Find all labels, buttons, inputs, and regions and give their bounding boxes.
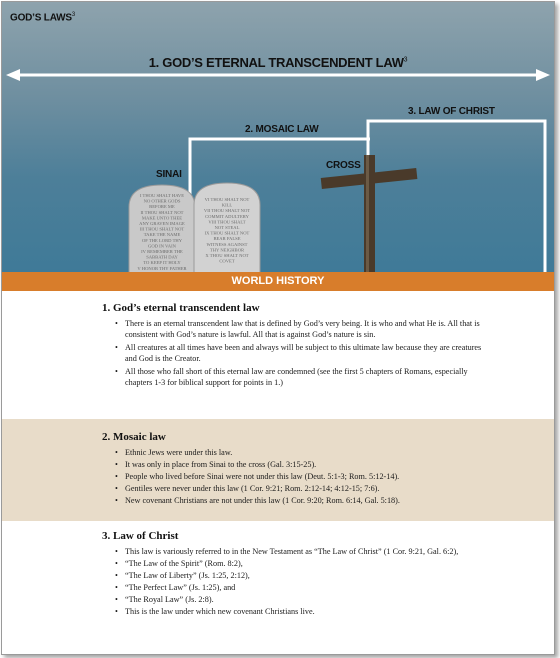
tablet-text-line: VI THOU SHALT NOT — [204, 197, 250, 202]
eternal-law-label-text: 1. GOD’S ETERNAL TRANSCENDENT LAW — [148, 55, 404, 70]
page-title-superscript: 3 — [71, 12, 76, 18]
tablet-text-line: II THOU SHALT NOT — [140, 209, 184, 215]
section-heading: 1. God’s eternal transcendent law — [102, 302, 260, 314]
tablet-text-line: GOD IN VAIN — [148, 243, 176, 249]
section-heading: 3. Law of Christ — [102, 530, 179, 542]
tablet-text-line: III THOU SHALT NOT — [139, 226, 185, 232]
tablet-text-line: VIII THOU SHALT — [208, 219, 246, 225]
tablet-text-line: TO KEEP IT HOLY — [143, 260, 181, 266]
diagram-panel — [2, 2, 554, 272]
bullet-list — [115, 447, 495, 507]
eternal-law-superscript: 3 — [403, 56, 408, 64]
tablet-text-line: SABBATH DAY — [146, 254, 178, 260]
tablet-text-line: VII THOU SHALT NOT — [203, 208, 251, 214]
list-item: • It was only in place from Sinai to the cross (Gal. 3:15-25). — [115, 459, 495, 470]
tablet-text-line: BEFORE ME — [149, 204, 175, 210]
list-item: • All creatures at all times have been and always will be subject to this ultimate law because they are creatures and God is the Creator. — [115, 342, 495, 364]
tablet-text-line: THY NEIGHBOR — [209, 247, 245, 253]
tablet-text-line: MAKE UNTO THEE — [141, 215, 183, 221]
tablet-text-line: IV REMEMBER THE — [141, 249, 183, 254]
section-heading: 2. Mosaic law — [102, 431, 166, 443]
double-arrow-icon — [6, 69, 550, 81]
tablet-text-line: COMMIT ADULTERY — [205, 213, 249, 219]
tablet-text-line: KILL — [221, 202, 233, 208]
list-item: • There is an eternal transcendent law that is defined by God’s very being. It is who and what He is. All that is consistent with God’s nature is lawful. All that is against God’s nature is sin. — [115, 318, 495, 340]
eternal-law-label — [2, 55, 554, 70]
mosaic-law-label: 2. MOSAIC LAW — [245, 124, 319, 135]
list-item: • This is the law under which new covenant Christians live. — [115, 606, 495, 617]
page-title-text: GOD’S LAWS — [10, 12, 72, 24]
tablet-text-line: I THOU SHALT HAVE — [139, 193, 185, 198]
cross-icon — [321, 155, 418, 272]
tablet-text-line: WITNESS AGAINST — [206, 241, 248, 247]
list-item: • People who lived before Sinai were not under this law (Deut. 5:1-3; Rom. 5:12-14). — [115, 471, 495, 482]
tablet-text-line: BEAR FALSE — [213, 236, 241, 242]
list-item: • All those who fall short of this eternal law are condemned (see the first 5 chapters of Romans, especially chapters 1-3 for biblical support for points in 1.) — [115, 366, 495, 388]
list-item: • “The Law of Liberty” (Js. 1:25, 2:12), — [115, 570, 495, 581]
list-item: • Gentiles were never under this law (1 Cor. 9:21; Rom. 2:12-14; 4:12-15; 7:6). — [115, 483, 495, 494]
tablet-text-line: X THOU SHALT NOT — [205, 253, 249, 258]
stone-tablets-icon — [129, 183, 260, 272]
section-eternal-law — [2, 291, 554, 419]
list-item: • “The Royal Law” (Js. 2:8). — [115, 594, 495, 605]
tablet-text-line: TAKE THE NAME — [143, 232, 181, 238]
list-item: • Ethnic Jews were under this law. — [115, 447, 495, 458]
list-item: • New covenant Christians are not under this law (1 Cor. 9:20; Rom. 6:14, Gal. 5:18). — [115, 495, 495, 506]
tablet-text-line: NO OTHER GODS — [143, 198, 181, 204]
figure-frame — [1, 1, 555, 655]
section-law-of-christ — [2, 521, 554, 654]
sinai-label: SINAI — [156, 169, 182, 180]
bullet-list — [115, 546, 495, 618]
list-item: • “The Law of the Spirit” (Rom. 8:2), — [115, 558, 495, 569]
tablet-text-line: V HONOR THY FATHER — [137, 265, 187, 271]
bullet-list — [115, 318, 495, 390]
cross-label: CROSS — [326, 160, 361, 171]
list-item: • “The Perfect Law” (Js. 1:25), and — [115, 582, 495, 593]
section-mosaic-law — [2, 419, 554, 521]
tablet-text-line: COVET — [219, 258, 235, 264]
law-of-christ-outline — [368, 121, 545, 272]
tablet-text-line: OF THE LORD THY — [141, 237, 183, 243]
world-history-band: WORLD HISTORY — [2, 272, 554, 291]
law-of-christ-label: 3. LAW OF CHRIST — [408, 106, 495, 117]
list-item: • This law is variously referred to in the New Testament as “The Law of Christ” (1 Cor. 9:21, Gal. 6:2), — [115, 546, 495, 557]
tablet-text-line: NOT STEAL — [214, 225, 240, 230]
tablet-text-line: ANY GRAVEN IMAGE — [139, 221, 185, 226]
tablet-text-line: IX THOU SHALT NOT — [204, 230, 250, 236]
diagram-graphics — [2, 2, 554, 272]
